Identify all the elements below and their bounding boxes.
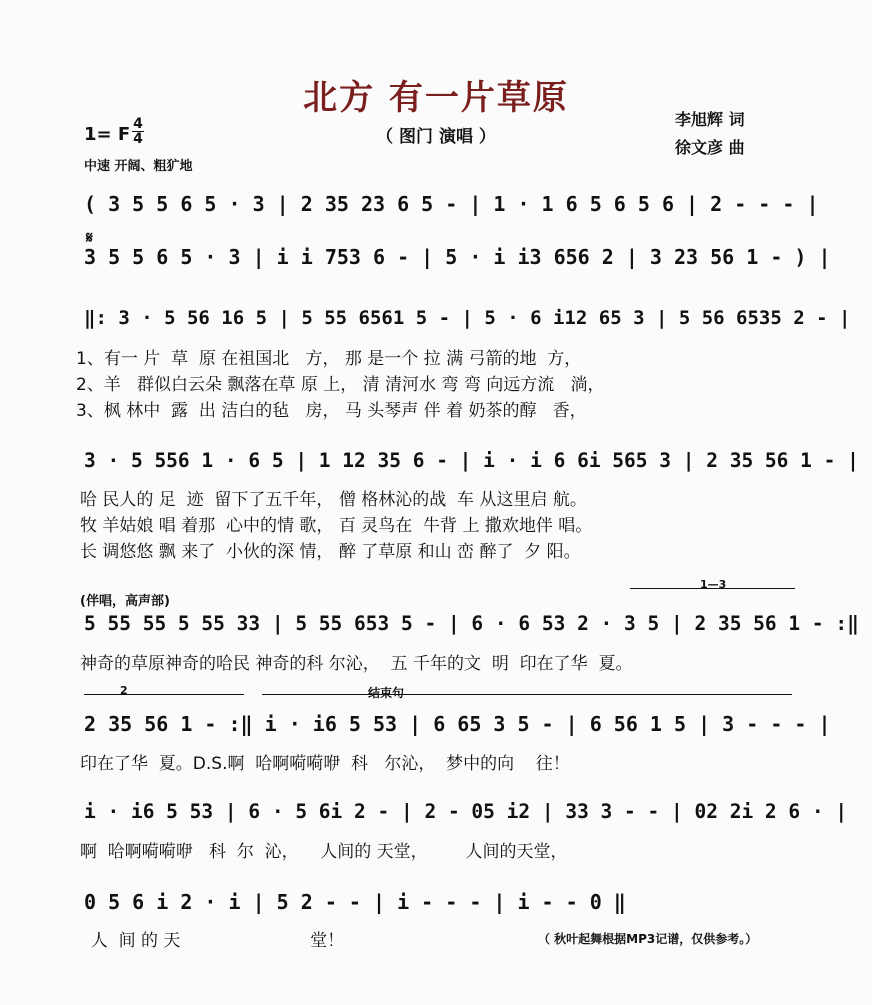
notation-line-2: 3 5 5 6 5 · 3 | i i 753 6 - | 5 · i i3 656 2 | 3 23 56 1 - ) | bbox=[84, 245, 831, 269]
lyric-verse-1-line-1: 1、有一 片 草 原 在祖国北 方， 那 是一个 拉 满 弓箭的地 方， bbox=[76, 349, 582, 369]
time-signature bbox=[132, 117, 144, 146]
notation-line-7: i · i6 5 53 | 6 · 5 6i 2 - | 2 - 05 i2 | 33 3 - - | 02 2i 2 6 · | bbox=[84, 800, 848, 823]
lyricist-credit: 李旭辉 词 bbox=[675, 110, 745, 129]
lyric-verse-3-line-2: 长 调悠悠 飘 来了 小伙的深 情， 醉 了草原 和山 峦 醉了 夕 阳。 bbox=[80, 542, 581, 562]
lyric-line-7: 啊 哈啊嗬嗬咿 科 尔 沁， 人间的 天堂， 人间的天堂， bbox=[80, 842, 568, 862]
tempo-marking: 中速 开阔、粗犷地 bbox=[84, 159, 193, 174]
lyric-verse-2-line-2: 牧 羊姑娘 唱 着那 心中的情 歌， 百 灵鸟在 牛背 上 撒欢地伴 唱。 bbox=[80, 516, 593, 536]
notation-line-1: ( 3 5 5 6 5 · 3 | 2 35 23 6 5 - | 1 · 1 6 5 6 5 6 | 2 - - - | bbox=[84, 192, 819, 216]
lyric-verse-3-line-1: 3、枫 林中 露 出 洁白的毡 房， 马 头琴声 伴 着 奶茶的醇 香， bbox=[76, 401, 587, 421]
lyric-line-8: 人 间 的 天 堂！ bbox=[80, 931, 345, 951]
lyric-verse-1-line-2: 哈 民人的 足 迹 留下了五千年， 僧 格林沁的战 车 从这里启 航。 bbox=[80, 490, 587, 510]
key-signature: 1= F bbox=[84, 124, 131, 145]
lyric-line-6: 印在了华 夏。D.S.啊 哈啊嗬嗬咿 科 尔沁， 梦中的向 往！ bbox=[80, 754, 570, 774]
transcription-footnote: （ 秋叶起舞根据MP3记谱，仅供参考。） bbox=[538, 932, 758, 946]
lyric-chorus: 神奇的草原神奇的哈民 神奇的科 尔沁， 五 千年的文 明 印在了华 夏。 bbox=[80, 654, 633, 674]
volta-2-label: 2 bbox=[120, 684, 128, 697]
notation-line-8: 0 5 6 i 2 · i | 5 2 - - | i - - - | i - - 0 ‖ bbox=[84, 890, 626, 914]
notation-line-4: 3 · 5 556 1 · 6 5 | 1 12 35 6 - | i · i 6 6i 565 3 | 2 35 56 1 - | bbox=[84, 449, 859, 472]
lyric-verse-2-line-1: 2、羊 群似白云朵 飘落在草 原 上， 清 清河水 弯 弯 向远方流 淌， bbox=[76, 375, 605, 395]
notation-line-6: 2 35 56 1 - :‖ i · i6 5 53 | 6 65 3 5 - | 6 56 1 5 | 3 - - - | bbox=[84, 712, 831, 736]
notation-line-3: ‖: 3 · 5 56 16 5 | 5 55 6561 5 - | 5 · 6 i12 65 3 | 5 56 6535 2 - | bbox=[84, 307, 851, 329]
segno-sign: 𝄋 bbox=[86, 228, 93, 247]
notation-line-5: 5 55 55 5 55 33 | 5 55 653 5 - | 6 · 6 53 2 · 3 5 | 2 35 56 1 - :‖ bbox=[84, 612, 859, 635]
coda-label: 结束句 bbox=[368, 686, 405, 700]
time-signature-top: 4 bbox=[133, 116, 143, 132]
song-title: 北方 有一片草原 bbox=[303, 78, 569, 118]
volta-1-3-label: 1—3 bbox=[700, 578, 727, 591]
performer-credit: （ 图门 演唱 ） bbox=[376, 127, 496, 147]
credits bbox=[675, 106, 745, 162]
composer-credit: 徐文彦 曲 bbox=[675, 138, 745, 157]
accompaniment-label: (伴唱，高声部) bbox=[80, 594, 170, 609]
time-signature-bottom: 4 bbox=[133, 131, 143, 147]
